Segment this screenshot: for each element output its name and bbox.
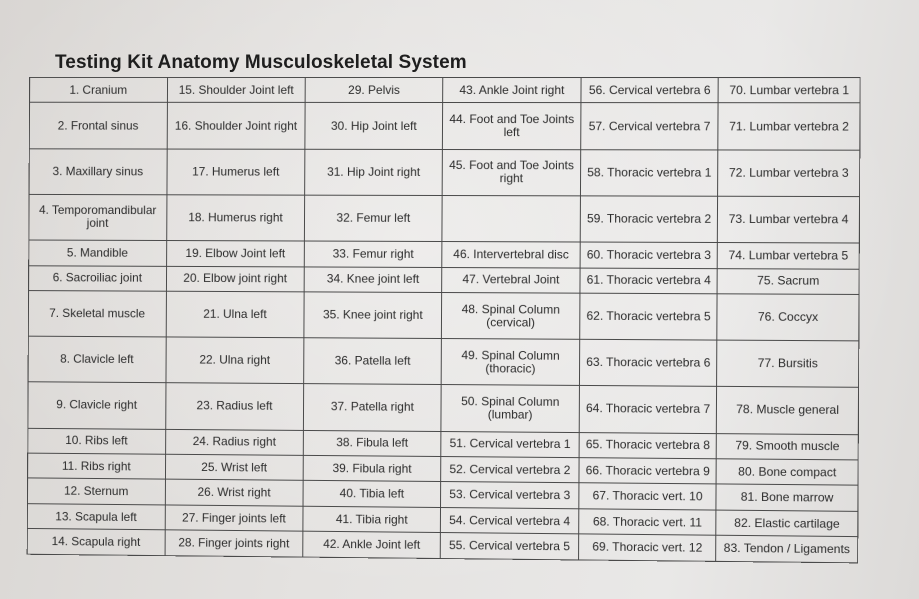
table-cell: 62. Thoracic vertebra 5 [580,293,718,340]
table-cell: 69. Thoracic vert. 12 [579,534,717,561]
table-cell: 42. Ankle Joint left [303,532,441,559]
table-cell: 39. Fibula right [303,455,441,482]
table-cell: 14. Scapula right [27,529,165,556]
table-cell: 47. Vertebral Joint [442,267,580,293]
table-cell: 73. Lumbar vertebra 4 [718,196,860,243]
table-cell: 51. Cervical vertebra 1 [441,431,579,458]
table-cell: 49. Spinal Column (thoracic) [441,339,579,386]
table-cell: 56. Cervical vertebra 6 [581,78,719,104]
table-cell: 5. Mandible [29,240,167,266]
table-cell: 27. Finger joints left [165,505,303,532]
table-cell: 52. Cervical vertebra 2 [441,457,579,484]
table-cell: 76. Coccyx [717,294,859,341]
table-cell: 77. Bursitis [717,340,859,387]
table-row [29,240,860,269]
table-cell: 53. Cervical vertebra 3 [441,482,579,509]
table-cell: 19. Elbow Joint left [166,241,304,267]
table-cell: 18. Humerus right [166,195,305,241]
table-cell: 40. Tibia left [303,481,441,508]
table-cell: 75. Sacrum [717,268,859,294]
table-row [28,336,859,387]
table-cell: 81. Bone marrow [716,484,858,511]
table-cell: 63. Thoracic vertebra 6 [580,339,718,386]
table-cell: 36. Patella left [304,338,442,385]
table-row [29,148,860,196]
table-cell: 38. Fibula left [303,430,441,457]
table-cell-empty [442,195,580,242]
table-cell: 15. Shoulder Joint left [167,77,305,102]
anatomy-table-container [27,77,861,563]
table-cell: 16. Shoulder Joint right [167,103,306,149]
table-cell: 50. Spinal Column (lumbar) [441,385,579,432]
table-cell: 70. Lumbar vertebra 1 [718,78,860,104]
table-cell: 23. Radius left [165,383,304,430]
table-cell: 74. Lumbar vertebra 5 [718,243,860,269]
table-cell: 3. Maxillary sinus [29,148,167,194]
table-cell: 17. Humerus left [167,149,306,195]
table-cell: 46. Intervertebral disc [442,242,580,268]
table-cell: 13. Scapula left [27,504,165,531]
table-cell: 58. Thoracic vertebra 1 [581,149,719,196]
table-cell: 34. Knee joint left [304,266,442,292]
table-row [29,103,860,150]
table-cell: 43. Ankle Joint right [443,77,581,103]
table-cell: 8. Clavicle left [28,336,166,383]
table-cell: 28. Finger joints right [165,530,303,557]
table-cell: 82. Elastic cartilage [716,510,858,537]
table-cell: 30. Hip Joint left [305,103,443,149]
table-row [28,382,859,434]
table-cell: 12. Sternum [27,478,165,505]
table-cell: 20. Elbow joint right [166,266,304,292]
table-cell: 10. Ribs left [28,428,166,454]
table-row [29,194,860,243]
table-cell: 72. Lumbar vertebra 3 [718,150,860,197]
table-cell: 78. Muscle general [717,387,859,435]
table-body [27,77,860,562]
table-cell: 11. Ribs right [28,453,166,479]
table-cell: 22. Ulna right [166,337,305,384]
table-cell: 21. Ulna left [166,291,305,338]
table-cell: 33. Femur right [304,241,442,267]
table-row [29,265,860,294]
table-row [28,291,859,341]
table-cell: 71. Lumbar vertebra 2 [718,103,860,150]
table-cell: 83. Tendon / Ligaments [716,536,858,563]
page-title: Testing Kit Anatomy Musculoskeletal System [55,52,467,73]
table-cell: 26. Wrist right [165,480,303,507]
table-cell: 66. Thoracic vertebra 9 [579,458,717,485]
table-cell: 67. Thoracic vert. 10 [579,483,717,510]
table-cell: 54. Cervical vertebra 4 [440,507,578,534]
table-cell: 1. Cranium [30,77,168,102]
table-cell: 31. Hip Joint right [305,149,443,195]
table-cell: 29. Pelvis [305,77,443,102]
table-cell: 45. Foot and Toe Joints right [442,149,580,196]
table-cell: 24. Radius right [165,429,303,455]
table-cell: 44. Foot and Toe Joints left [443,103,581,149]
table-cell: 6. Sacroiliac joint [29,265,167,291]
table-cell: 68. Thoracic vert. 11 [579,509,717,536]
table-cell: 48. Spinal Column (cervical) [442,292,580,339]
table-cell: 65. Thoracic vertebra 8 [579,432,717,459]
table-cell: 9. Clavicle right [28,382,166,429]
table-cell: 4. Temporomandibular joint [29,194,167,240]
table-cell: 37. Patella right [304,384,442,431]
table-cell: 61. Thoracic vertebra 4 [580,268,718,294]
table-cell: 64. Thoracic vertebra 7 [579,386,717,433]
table-cell: 2. Frontal sinus [29,103,167,149]
table-cell: 60. Thoracic vertebra 3 [580,242,718,268]
table-cell: 7. Skeletal muscle [28,291,166,338]
table-cell: 32. Femur left [305,195,443,242]
table-cell: 25. Wrist left [165,454,303,481]
table-cell: 79. Smooth muscle [717,433,859,460]
table-cell: 59. Thoracic vertebra 2 [580,196,718,243]
table-cell: 35. Knee joint right [304,292,442,339]
anatomy-table [27,77,861,563]
table-row [30,77,861,103]
table-cell: 55. Cervical vertebra 5 [440,533,578,560]
table-cell: 80. Bone compact [716,459,858,486]
table-cell: 41. Tibia right [303,506,441,533]
table-cell: 57. Cervical vertebra 7 [581,103,719,150]
